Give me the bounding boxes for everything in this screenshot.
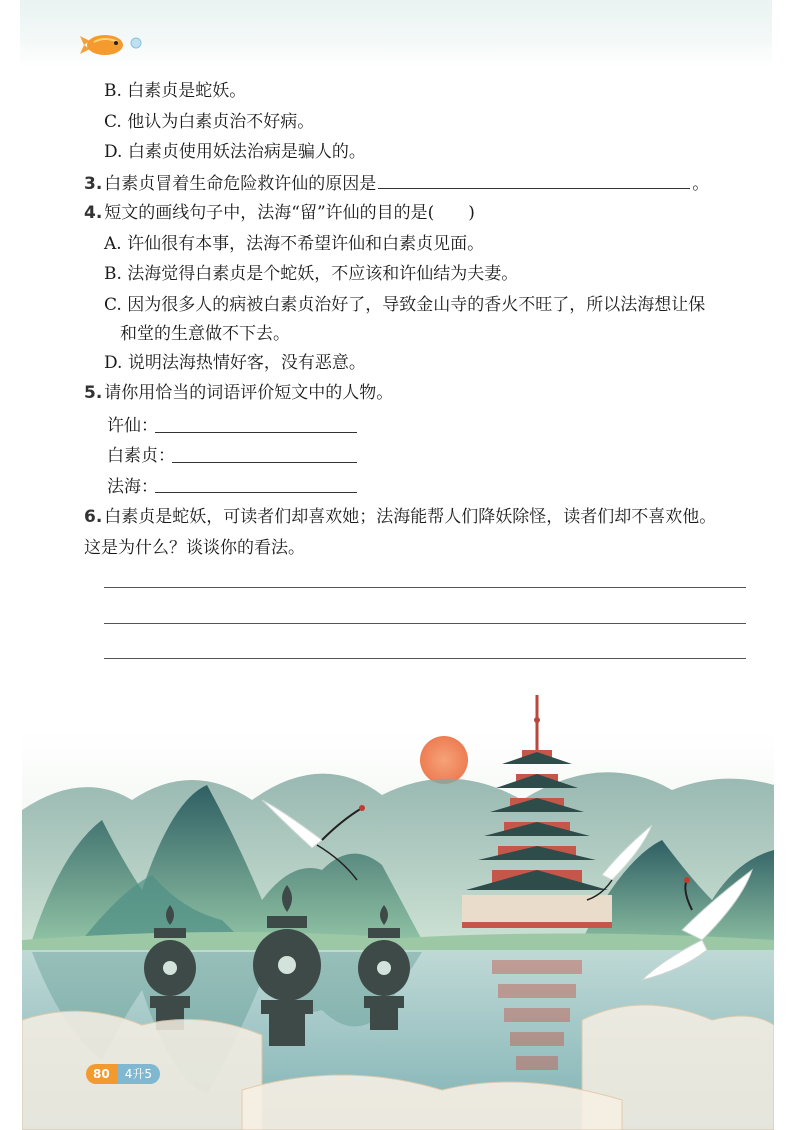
q4-option-c-continued: 和堂的生意做不下去。 xyxy=(120,324,290,344)
q6-answer-line-1[interactable] xyxy=(104,587,746,588)
question-number: 6. xyxy=(84,507,103,527)
q4-option-d: D. 说明法海热情好客，没有恶意。 xyxy=(104,353,366,373)
question-6-continued: 这是为什么？谈谈你的看法。 xyxy=(84,538,305,558)
question-5 xyxy=(84,381,393,405)
question-text: 短文的画线句子中，法海“留”许仙的目的是( ) xyxy=(104,203,475,223)
question-number: 3. xyxy=(84,174,103,194)
q6-answer-line-3[interactable] xyxy=(104,658,746,659)
question-4 xyxy=(84,201,475,225)
q4-option-a: A. 许仙很有本事，法海不希望许仙和白素贞见面。 xyxy=(104,234,485,254)
question-3 xyxy=(84,170,709,196)
page-footer xyxy=(86,1064,160,1084)
grade-label: 4升5 xyxy=(117,1064,160,1084)
field-label-baisuzhen: 白素贞： xyxy=(107,446,175,466)
baisuzhen-answer-line[interactable] xyxy=(172,462,357,463)
sun xyxy=(420,736,468,784)
question-text: 白素贞冒着生命危险救许仙的原因是 xyxy=(104,174,377,194)
fish-icon xyxy=(80,30,150,60)
fahai-answer-line[interactable] xyxy=(155,492,357,493)
question-text: 白素贞是蛇妖，可读者们却喜欢她；法海能帮人们降妖除怪，读者们却不喜欢他。 xyxy=(104,507,717,527)
q6-answer-line-2[interactable] xyxy=(104,623,746,624)
question-6 xyxy=(84,505,716,529)
q2-option-b: B. 白素贞是蛇妖。 xyxy=(104,81,247,101)
page-number: 80 xyxy=(86,1064,117,1084)
question-tail: 。 xyxy=(692,174,710,194)
question-number: 4. xyxy=(84,203,103,223)
question-text: 请你用恰当的词语评价短文中的人物。 xyxy=(104,383,394,403)
q4-option-c: C. 因为很多人的病被白素贞治好了，导致金山寺的香火不旺了，所以法海想让保 xyxy=(104,295,706,315)
q3-answer-blank[interactable] xyxy=(378,170,690,189)
question-number: 5. xyxy=(84,383,103,403)
q4-option-b: B. 法海觉得白素贞是个蛇妖，不应该和许仙结为夫妻。 xyxy=(104,264,519,284)
q2-option-d: D. 白素贞使用妖法治病是骗人的。 xyxy=(104,142,366,162)
field-label-xuxian: 许仙： xyxy=(107,416,158,436)
xuxian-answer-line[interactable] xyxy=(155,432,357,433)
field-label-fahai: 法海： xyxy=(107,477,158,497)
q2-option-c: C. 他认为白素贞治不好病。 xyxy=(104,112,315,132)
